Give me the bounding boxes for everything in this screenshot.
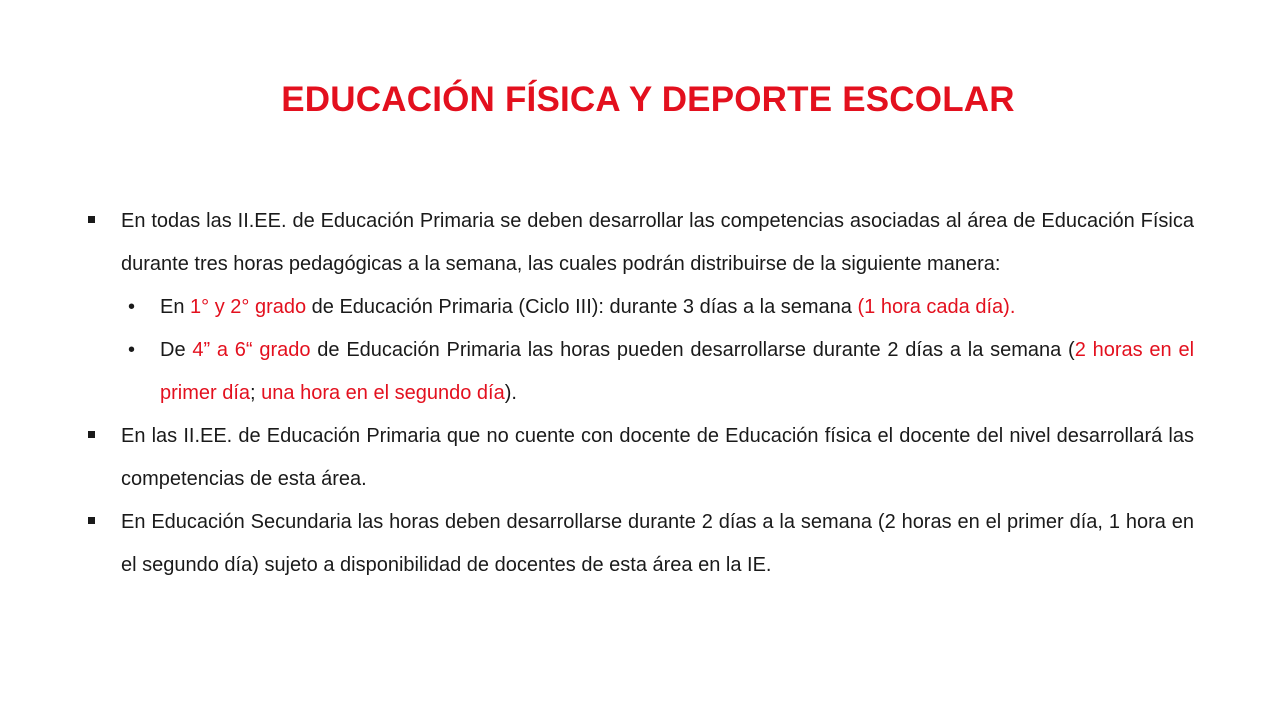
sub-bullet-item	[84, 329, 1194, 415]
highlight-text: 2 horas en el primer día	[160, 339, 1195, 404]
sub-bullet-item	[84, 286, 1194, 329]
body-text: En todas las II.EE. de Educación Primaria se deben desarrollar las competencias asociadas al área de Educación Física durante tres horas pedagógicas a la semana, las cuales podrán distribuirse de la siguiente manera:	[121, 210, 1194, 275]
square-bullet-icon	[84, 415, 95, 458]
highlight-text: una hora en el segundo día	[261, 382, 505, 404]
slide-title: EDUCACIÓN FÍSICA Y DEPORTE ESCOLAR	[281, 80, 1015, 119]
body-text: de Educación Primaria las horas pueden desarrollarse durante 2 días a la semana (	[310, 339, 1075, 361]
bullet-item	[84, 200, 1194, 286]
square-bullet-icon	[84, 501, 95, 544]
bullet-item	[84, 501, 1194, 587]
square-bullet-icon	[84, 200, 95, 243]
body-text: ;	[250, 382, 262, 404]
body-text: En las II.EE. de Educación Primaria que no cuente con docente de Educación física el docente del nivel desarrollará las competencias de esta área.	[121, 425, 1194, 490]
slide-body	[84, 200, 1194, 587]
dot-bullet-icon: •	[128, 296, 136, 318]
highlight-text: 1° y 2° grado	[190, 296, 307, 318]
dot-bullet-icon: •	[128, 339, 136, 361]
highlight-text: (1 hora cada día).	[857, 296, 1016, 318]
body-text: De	[160, 339, 193, 361]
body-text: de Educación Primaria (Ciclo III): durante 3 días a la semana	[306, 296, 858, 318]
body-text: En Educación Secundaria las horas deben desarrollarse durante 2 días a la semana (2 horas en el primer día, 1 hora en el segundo día) sujeto a disponibilidad de docentes de esta área en la IE.	[121, 511, 1194, 576]
body-text: ).	[504, 382, 517, 404]
highlight-text: 4” a 6“ grado	[192, 339, 311, 361]
bullet-item	[84, 415, 1194, 501]
body-text: En	[160, 296, 191, 318]
